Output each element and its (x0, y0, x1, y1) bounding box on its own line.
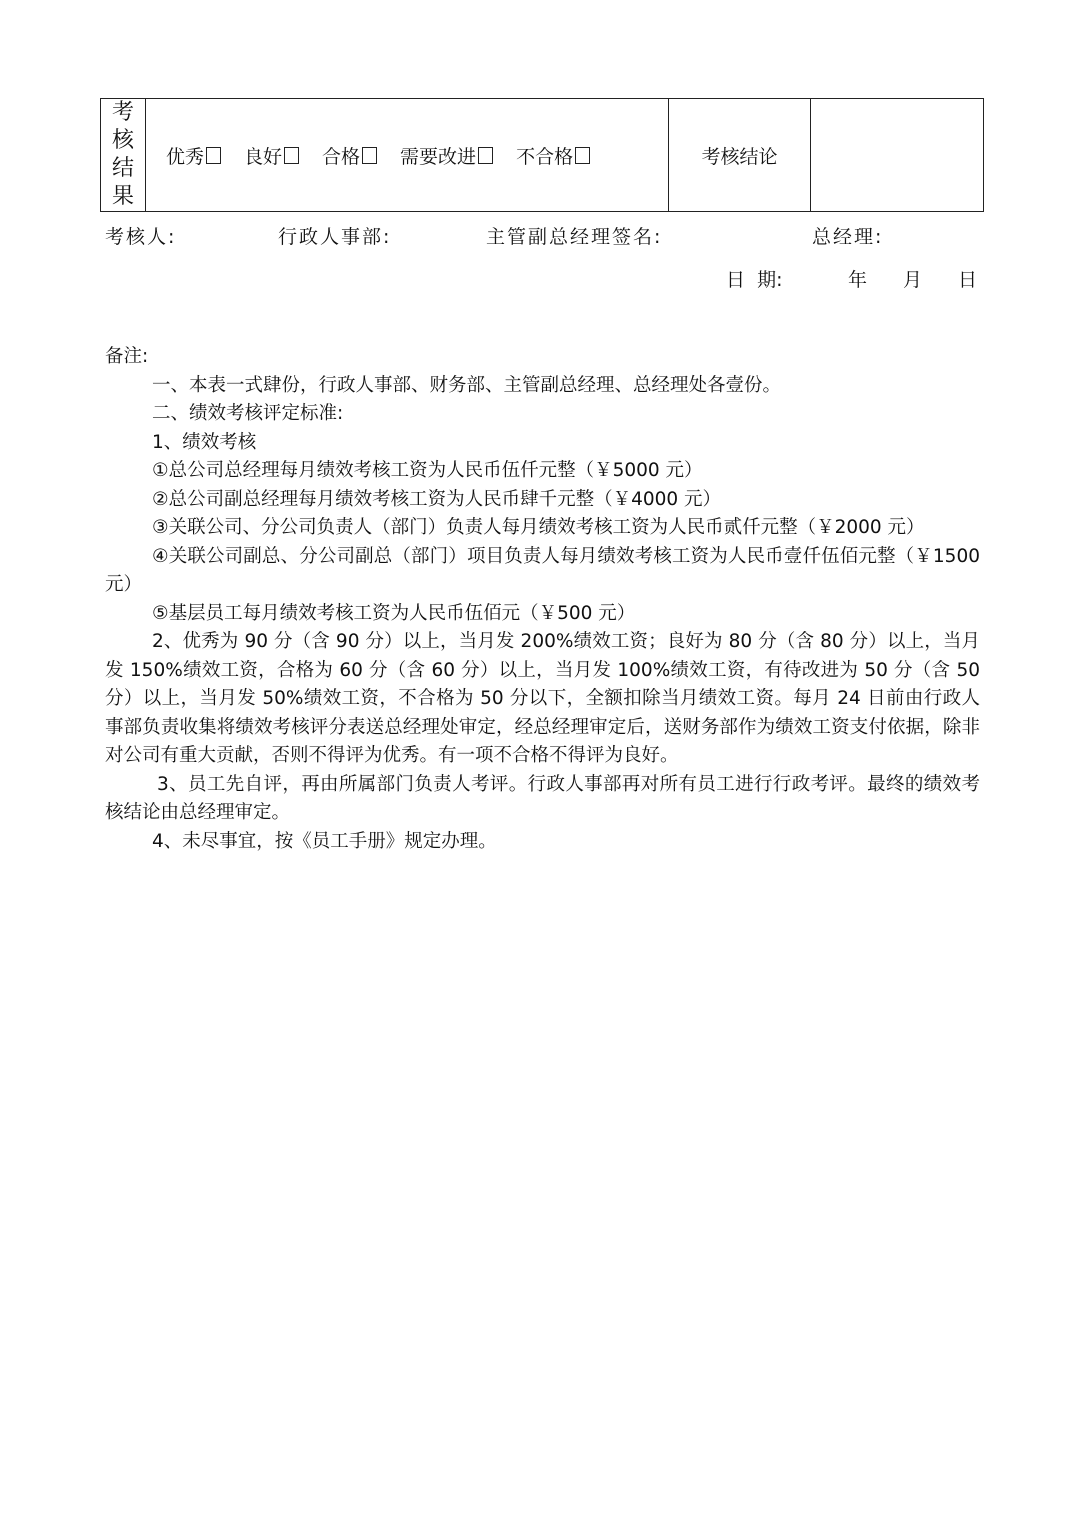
date-label: 日 期: (726, 269, 783, 291)
notes-line: 2、优秀为 90 分（含 90 分）以上，当月发 200%绩效工资；良好为 80 分（含 80 分）以上，当月发 150%绩效工资，合格为 60 分（含 60 分）以上，当月发 100%绩效工资，有待改进为 50 分（含 50 分）以上，当月发 50%绩效工资，不合格为 50 分以下，全额扣除当月绩效工资。每月 24 日前由行政人事部负责收集将绩效考核评分表送总经理处审定，经总经理审定后，送财务部作为绩效工资支付依据，除非对公司有重大贡献，否则不得评为优秀。有一项不合格不得评为良好。 (105, 631, 980, 766)
notes-line: ①总公司总经理每月绩效考核工资为人民币伍仟元整（￥5000 元） (152, 460, 703, 481)
option-excellent-label: 优秀 (166, 145, 205, 168)
hr-dept-signature-label: 行政人事部: (278, 226, 392, 248)
option-fail-label: 不合格 (516, 145, 574, 168)
result-label-char: 果 (111, 184, 134, 209)
date-month-label: 月 (903, 269, 923, 291)
conclusion-label: 考核结论 (701, 145, 778, 168)
result-options-cell (146, 99, 669, 211)
notes-line: 一、本表一式肆份，行政人事部、财务部、主管副总经理、总经理处各壹份。 (152, 374, 782, 396)
gm-signature-label: 总经理: (812, 226, 884, 248)
assessor-signature-label: 考核人: (105, 226, 177, 248)
option-excellent-checkbox[interactable] (206, 147, 221, 164)
deputy-gm-signature-label: 主管副总经理签名: (486, 226, 663, 248)
option-good[interactable] (244, 142, 299, 169)
option-fail-checkbox[interactable] (575, 147, 590, 164)
option-fail[interactable] (516, 142, 590, 169)
option-good-checkbox[interactable] (284, 147, 299, 164)
option-needs-improvement-label: 需要改进 (400, 145, 477, 168)
option-pass-checkbox[interactable] (362, 147, 377, 164)
date-day-label: 日 (958, 269, 978, 291)
notes-line: ④关联公司副总、分公司副总（部门）项目负责人每月绩效考核工资为人民币壹仟伍佰元整（￥1500 元） (105, 545, 980, 595)
signature-row (0, 222, 1080, 250)
notes-line: 1、绩效考核 (152, 431, 257, 453)
notes-line: ③关联公司、分公司负责人（部门）负责人每月绩效考核工资为人民币贰仟元整（￥2000 元） (152, 517, 925, 538)
option-excellent[interactable] (166, 142, 221, 169)
conclusion-label-cell (669, 99, 811, 211)
result-label-char: 结 (111, 156, 134, 181)
notes-line: ②总公司副总经理每月绩效考核工资为人民币肆千元整（￥4000 元） (152, 488, 722, 510)
notes-line: 3、员工先自评，再由所属部门负责人考评。行政人事部再对所有员工进行行政考评。最终的绩效考核结论由总经理审定。 (105, 773, 980, 823)
assessment-result-table (100, 98, 984, 212)
notes-section (105, 343, 980, 856)
notes-line: 二、绩效考核评定标准: (152, 403, 344, 424)
option-good-label: 良好 (244, 145, 283, 168)
option-pass[interactable] (322, 142, 377, 169)
notes-title: 备注: (105, 346, 149, 367)
option-pass-label: 合格 (322, 145, 361, 168)
notes-line: 4、未尽事宜，按《员工手册》规定办理。 (152, 830, 497, 852)
option-needs-improvement[interactable] (400, 142, 493, 169)
notes-line: ⑤基层员工每月绩效考核工资为人民币伍佰元（￥500 元） (152, 602, 636, 624)
result-label-cell (101, 99, 146, 211)
result-label-char: 考 (111, 100, 134, 125)
conclusion-value-cell[interactable] (811, 99, 983, 211)
date-year-label: 年 (848, 269, 868, 291)
result-label-char: 核 (111, 128, 134, 153)
option-needs-improvement-checkbox[interactable] (478, 147, 493, 164)
